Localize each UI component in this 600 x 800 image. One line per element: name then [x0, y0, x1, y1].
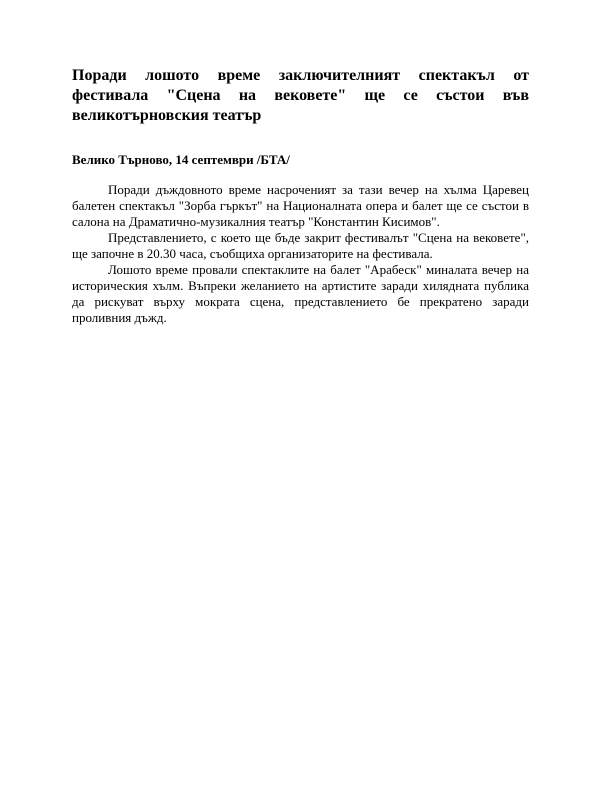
article-paragraph-2: Представлението, с което ще бъде закрит фестивалът "Сцена на вековете", ще започне в 20.30 часа, съобщиха организаторите на фестивала. [72, 230, 529, 261]
article-dateline: Велико Търново, 14 септември /БТА/ [72, 152, 290, 167]
article [72, 66, 529, 325]
article-body [72, 182, 529, 326]
article-title: Поради лошото време заключителният спектакъл от фестивала "Сцена на вековете" ще се състои във великотърновския театър [72, 67, 529, 124]
article-paragraph-1: Поради дъждовното време насроченият за тази вечер на хълма Царевец балетен спектакъл "Зорба гъркът" на Националната опера и балет ще се състои в салона на Драматично-музикалния театър "Константин Кисимов". [72, 182, 529, 229]
article-paragraph-3: Лошото време провали спектаклите на балет "Арабеск" миналата вечер на историческия хълм. Въпреки желанието на артистите заради хилядната публика да рискуват върху мократа сцена, представлението бе прекратено заради проливния дъжд. [72, 262, 529, 325]
